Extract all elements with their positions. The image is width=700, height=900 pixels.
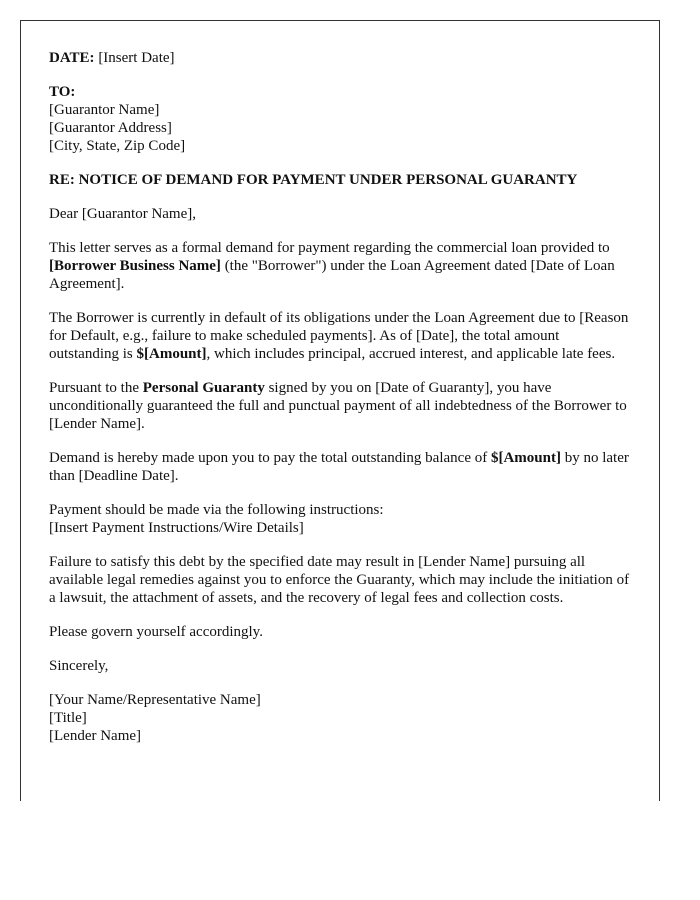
paragraph-text: Demand is hereby made upon you to pay the total outstanding balance of [49,450,491,466]
payment-intro: Payment should be made via the following instructions: [49,502,384,518]
guarantor-city: [City, State, Zip Code] [49,138,186,154]
body-paragraphs [49,239,631,485]
payment-details: [Insert Payment Instructions/Wire Details] [49,520,304,536]
emphasis-text: $[Amount] [490,450,561,466]
signature-block [49,691,631,745]
paragraph-text: signed by you on [Date of Guaranty], you have unconditionally guaranteed the full and punctual payment of all indebtedness of the Borrower to [Lender Name]. [49,380,627,432]
guarantor-name: [Guarantor Name] [49,102,160,118]
paragraph-text: The Borrower is currently in default of its obligations under the Loan Agreement due to [Reason for Default, e.g., failure to make scheduled payments]. As of [Date], the total amount outstanding is [49,310,629,362]
paragraph-text: by no later than [Deadline Date]. [49,450,629,484]
emphasis-text: Personal Guaranty [142,380,265,396]
guarantor-address: [Guarantor Address] [49,120,172,136]
subject-text: RE: NOTICE OF DEMAND FOR PAYMENT UNDER PERSONAL GUARANTY [49,172,578,188]
date-line [49,49,631,67]
subject-line [49,171,631,189]
body-paragraph [49,379,631,433]
to-label: TO: [49,84,76,100]
body-paragraph [49,239,631,293]
govern-line: Please govern yourself accordingly. [49,624,263,640]
paragraph-text: Pursuant to the [49,380,143,396]
closing: Sincerely, [49,658,109,674]
emphasis-text: $[Amount] [136,346,207,362]
lender-name: [Lender Name] [49,728,142,744]
date-value: [Insert Date] [94,50,175,66]
letter-page [20,20,660,801]
paragraph-text: This letter serves as a formal demand for payment regarding the commercial loan provided to [49,240,610,256]
emphasis-text: [Borrower Business Name] [49,258,221,274]
paragraph-text: (the "Borrower") under the Loan Agreement dated [Date of Loan Agreement]. [49,258,615,292]
payment-instructions [49,501,631,537]
signer-title: [Title] [49,710,87,726]
signer-name: [Your Name/Representative Name] [49,692,261,708]
recipient-block [49,83,631,155]
paragraph-text: , which includes principal, accrued interest, and applicable late fees. [206,346,616,362]
salutation: Dear [Guarantor Name], [49,206,197,222]
failure-paragraph: Failure to satisfy this debt by the specified date may result in [Lender Name] pursuing all available legal remedies against you to enforce the Guaranty, which may include the initiation of a lawsuit, the attachment of assets, and the recovery of legal fees and collection costs. [49,554,630,606]
date-label: DATE: [49,50,95,66]
body-paragraph [49,309,631,363]
body-paragraph [49,449,631,485]
